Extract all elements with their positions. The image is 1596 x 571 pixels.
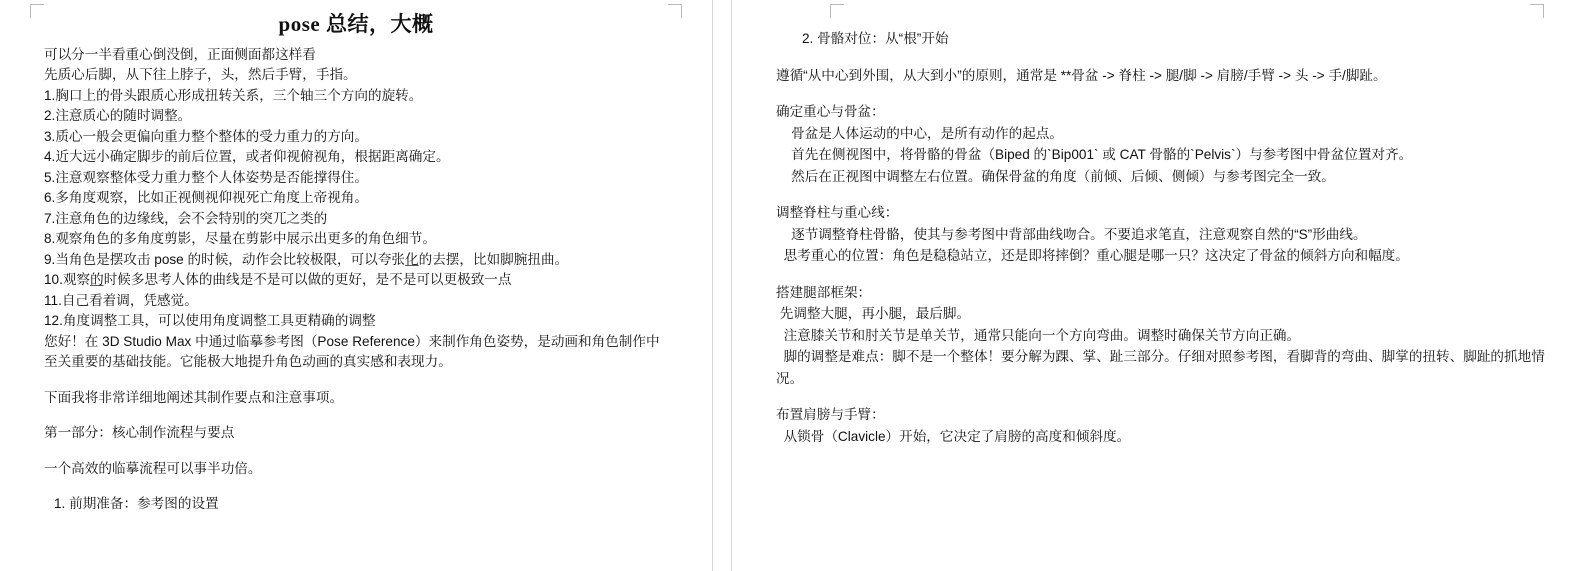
- crop-mark-top-right-icon: [668, 4, 682, 18]
- paragraph-spacer: [44, 373, 668, 388]
- paragraph: 6.多角度观察，比如正视侧视仰视死亡角度上帝视角。: [44, 190, 368, 205]
- paragraph: 从锁骨（Clavicle）开始，它决定了肩膀的高度和倾斜度。: [776, 428, 1131, 444]
- crop-mark-right-page-top-left-icon: [830, 4, 844, 18]
- paragraph: 一个高效的临摹流程可以事半功倍。: [44, 460, 262, 476]
- paragraph-spacer: [776, 86, 1554, 101]
- paragraph: 7.注意角色的边缘线，会不会特别的突兀之类的: [44, 210, 328, 226]
- paragraph: 脚的调整是难点：脚不是一个整体！要分解为踝、掌、趾三部分。仔细对照参考图，看脚背的弯曲、脚掌的扭转、脚趾的抓地情况。: [776, 349, 1545, 386]
- underlined-text: 的: [90, 272, 104, 287]
- right-paragraph-list: [776, 28, 1554, 447]
- crop-mark-right-page-top-right-icon: [1530, 4, 1544, 18]
- paragraph: 首先在侧视图中，将骨骼的骨盆（Biped 的`Bip001` 或 CAT 骨骼的`Pelvis`）与参考图中骨盆位置对齐。: [776, 147, 1413, 162]
- paragraph: 然后在正视图中调整左右位置。确保骨盆的角度（前倾、后倾、侧倾）与参考图完全一致。: [776, 168, 1335, 184]
- page-title: pose 总结，大概: [278, 12, 434, 36]
- paragraph: 2. 骨骼对位：从“根”开始: [802, 31, 949, 46]
- document-page-left: [0, 0, 712, 571]
- document-page-right: [732, 0, 1596, 571]
- paragraph-spacer: [776, 50, 1554, 65]
- page-divider: [712, 0, 732, 571]
- right-page-content: [732, 0, 1596, 447]
- paragraph: 下面我将非常详细地阐述其制作要点和注意事项。: [44, 389, 344, 405]
- paragraph-spacer: [44, 408, 668, 423]
- paragraph: 5.注意观察整体受力重力整个人体姿势是否能撑得住。: [44, 169, 368, 185]
- paragraph: 1.胸口上的骨头跟质心形成扭转关系，三个轴三个方向的旋转。: [44, 87, 423, 103]
- paragraph: 注意膝关节和肘关节是单关节，通常只能向一个方向弯曲。调整时确保关节方向正确。: [776, 327, 1301, 343]
- paragraph: 第一部分：核心制作流程与要点: [44, 425, 235, 440]
- paragraph-spacer: [776, 389, 1554, 404]
- left-paragraph-list: [44, 45, 668, 515]
- paragraph-spacer: [44, 444, 668, 459]
- paragraph-spacer: [776, 187, 1554, 202]
- paragraph: 1. 前期准备：参考图的设置: [54, 496, 219, 511]
- paragraph: 3.质心一般会更偏向重力整个整体的受力重力的方向。: [44, 128, 368, 144]
- paragraph: 遵循“从中心到外围，从大到小”的原则，通常是 **骨盆 -> 脊柱 -> 腿/脚 -> 肩膀/手臂 -> 头 -> 手/脚趾。: [776, 67, 1387, 83]
- paragraph: 先质心后脚，从下往上脖子，头，然后手臂，手指。: [44, 67, 357, 82]
- paragraph: 您好！在 3D Studio Max 中通过临摹参考图（Pose Reference）来制作角色姿势，是动画和角色制作中至关重要的基础技能。它能极大地提升角色动画的真实感和表现力。: [44, 333, 660, 369]
- paragraph: 11.自己看着调，凭感觉。: [44, 292, 198, 308]
- paragraph-spacer: [776, 267, 1554, 282]
- crop-mark-top-left-icon: [30, 4, 44, 18]
- left-page-content: [0, 14, 712, 515]
- paragraph: 思考重心的位置：角色是稳稳站立，还是即将摔倒？重心腿是哪一只？这决定了骨盆的倾斜方向和幅度。: [776, 248, 1409, 263]
- paragraph: 布置肩膀与手臂：: [776, 407, 885, 422]
- paragraph-spacer: [44, 479, 668, 494]
- paragraph: 搭建腿部框架：: [776, 284, 872, 300]
- paragraph: 10.观察的时候多思考人体的曲线是不是可以做的更好，是不是可以更极致一点: [44, 272, 512, 287]
- paragraph: 先调整大腿，再小腿，最后脚。: [776, 306, 971, 321]
- paragraph: 9.当角色是摆攻击 pose 的时候，动作会比较极限，可以夸张化的去摆，比如脚腕扭曲。: [44, 251, 569, 267]
- paragraph: 调整脊柱与重心线：: [776, 205, 899, 220]
- paragraph: 可以分一半看重心倒没倒，正面侧面都这样看: [44, 46, 316, 62]
- paragraph: 12.角度调整工具，可以使用角度调整工具更精确的调整: [44, 313, 376, 328]
- underlined-text: 化: [405, 251, 419, 267]
- paragraph: 确定重心与骨盆：: [776, 104, 885, 119]
- paragraph: 2.注意质心的随时调整。: [44, 108, 192, 123]
- paragraph: 4.近大远小确定脚步的前后位置，或者仰视俯视角，根据距离确定。: [44, 149, 450, 164]
- paragraph: 逐节调整脊柱骨骼，使其与参考图中背部曲线吻合。不要追求笔直，注意观察自然的“S”形曲线。: [776, 226, 1367, 242]
- paragraph: 骨盆是人体运动的中心，是所有动作的起点。: [776, 125, 1063, 141]
- paragraph: 8.观察角色的多角度剪影，尽量在剪影中展示出更多的角色细节。: [44, 231, 436, 246]
